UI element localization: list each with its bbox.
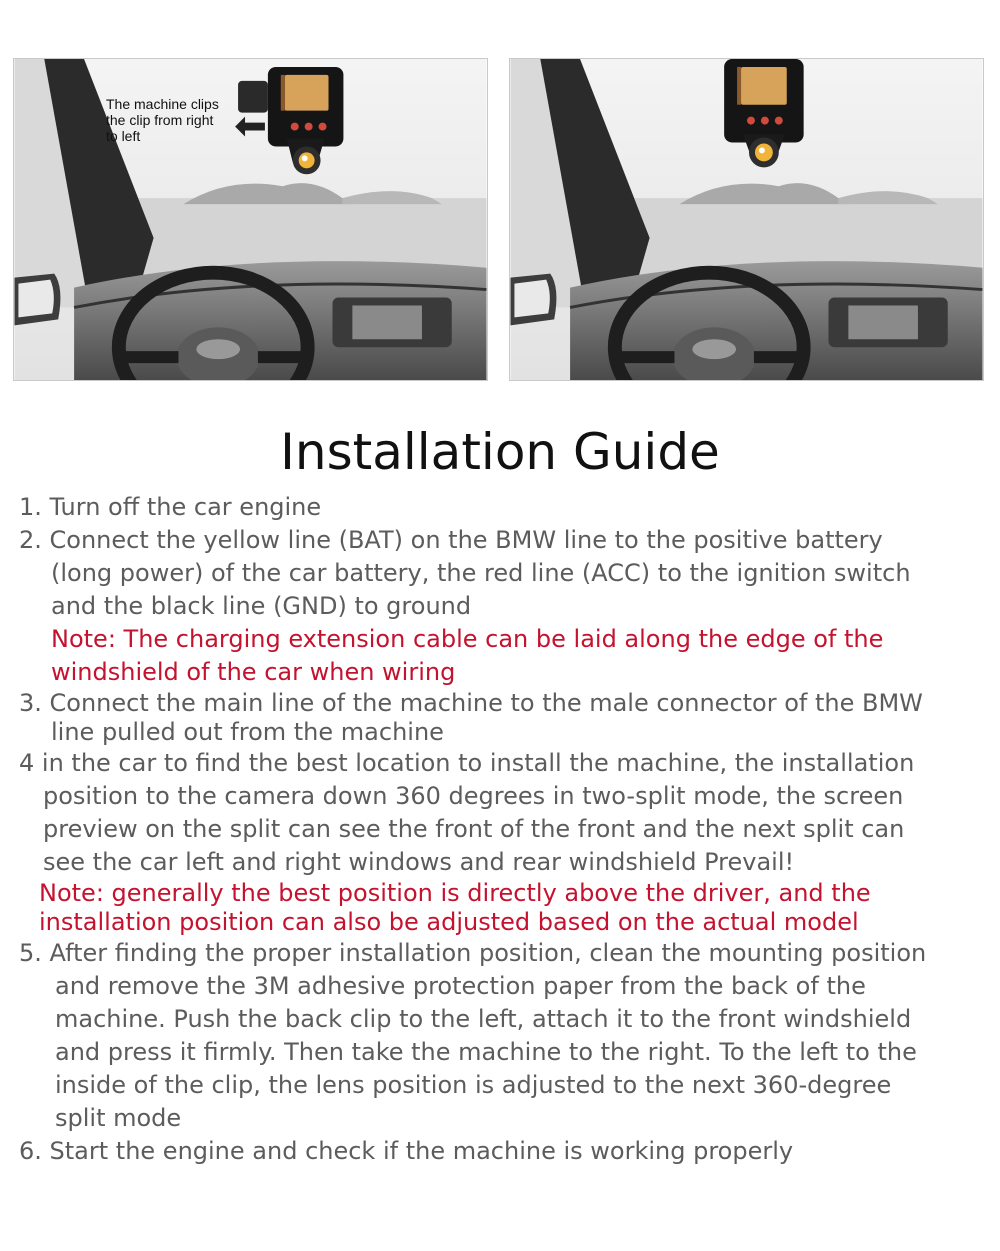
note-line: Note: generally the best position is directly above the driver, and the [39,879,871,907]
step-5 [19,937,994,1135]
step-line: 6. Start the engine and check if the machine is working properly [19,1137,794,1165]
callout-line: the clip from right [106,112,214,128]
step-2 [19,524,994,623]
note-wiring [19,623,994,689]
installation-photo-before [13,58,488,381]
step-line: position to the camera down 360 degrees in two-split mode, the screen [43,782,904,810]
step-line: (long power) of the car battery, the red line (ACC) to the ignition switch [51,559,911,587]
note-line: windshield of the car when wiring [51,658,456,686]
step-4 [19,747,994,879]
step-3 [19,689,994,747]
step-line: machine. Push the back clip to the left, attach it to the front windshield [55,1005,912,1033]
step-line: and remove the 3M adhesive protection paper from the back of the [55,972,866,1000]
step-line: split mode [55,1104,182,1132]
installation-photo-after [509,58,984,381]
page-title: Installation Guide [280,423,720,481]
step-line: preview on the split can see the front of the front and the next split can [43,815,905,843]
step-line: line pulled out from the machine [51,718,444,746]
step-line: 4 in the car to find the best location to install the machine, the installation [19,749,915,777]
step-6 [19,1135,994,1168]
side-mirror-icon [510,274,556,326]
step-line: 5. After finding the proper installation position, clean the mounting position [19,939,927,967]
step-line: 3. Connect the main line of the machine to the male connector of the BMW [19,689,923,717]
step-1 [19,491,994,524]
step-line: inside of the clip, the lens position is adjusted to the next 360-degree [55,1071,892,1099]
note-line: installation position can also be adjusted based on the actual model [39,908,859,936]
clip-callout [106,96,246,144]
step-line: see the car left and right windows and rear windshield Prevail! [43,848,795,876]
side-mirror-icon [14,274,60,326]
step-line: 2. Connect the yellow line (BAT) on the BMW line to the positive battery [19,526,883,554]
note-line: Note: The charging extension cable can be laid along the edge of the [51,625,884,653]
step-line: 1. Turn off the car engine [19,493,322,521]
installation-steps [19,491,994,1168]
step-line: and press it firmly. Then take the machine to the right. To the left to the [55,1038,917,1066]
car-interior-illustration [14,59,487,380]
callout-line: The machine clips [106,96,219,112]
step-line: and the black line (GND) to ground [51,592,472,620]
callout-line: to left [106,128,141,144]
note-position [19,879,994,937]
car-interior-illustration [510,59,983,380]
